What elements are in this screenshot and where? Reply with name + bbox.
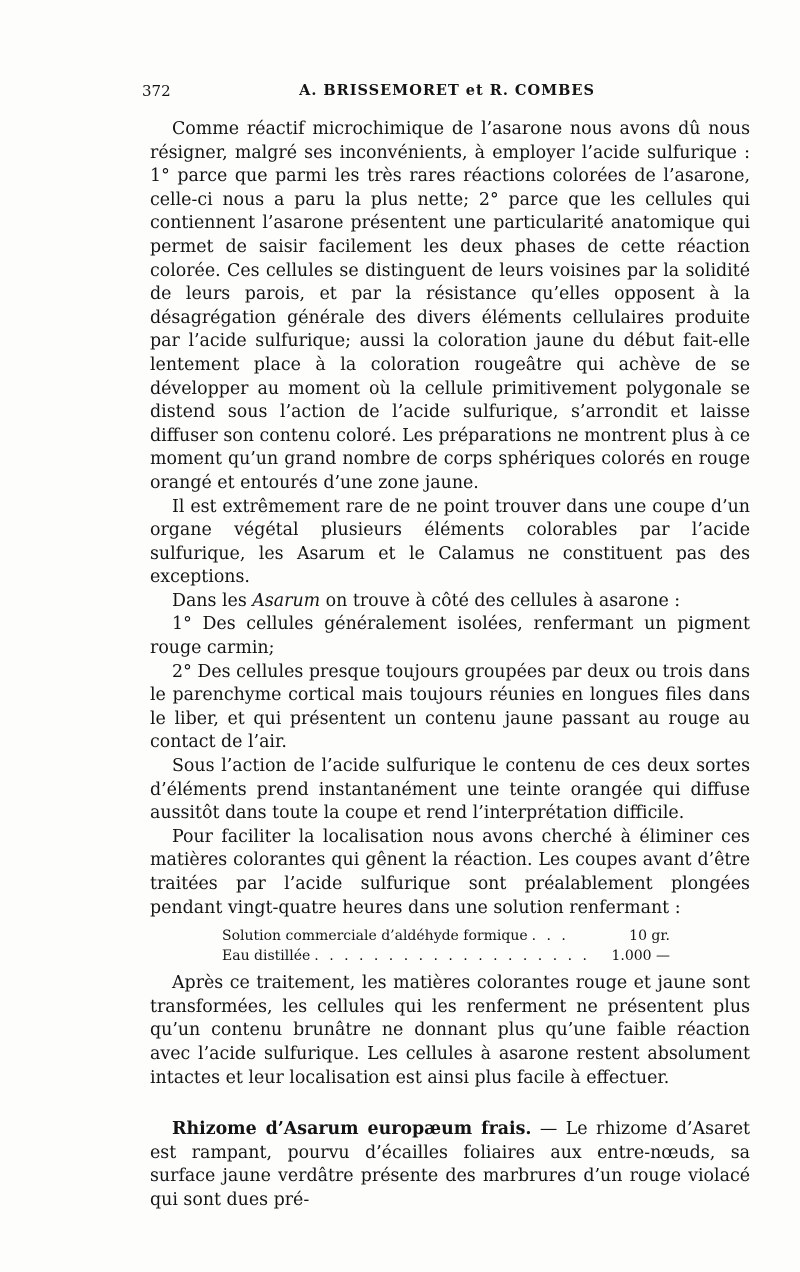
paragraph-colorable-elements: Il est extrêmement rare de ne point trouver dans une coupe d’un organe végétal plusieurs éléments colorables par l’acide sulfurique, les Asarum et le Calamus ne constituent pas des exceptions. <box>150 496 750 588</box>
section-heading: Rhizome d’Asarum europæum frais. <box>172 1119 532 1140</box>
leader-dots: . . . . . . . . . . . . . . . . . . . <box>314 948 590 965</box>
formula-ingredient: Solution commerciale d’aldéhyde formique <box>222 928 528 945</box>
paragraph-text: on trouve à côté des cellules à asarone : <box>325 590 681 611</box>
italic-genus-name: Asarum <box>252 590 321 611</box>
paragraph-asarum-cells-intro <box>150 590 750 614</box>
page-number: 372 <box>142 82 171 100</box>
paragraph-sulfuric-action: Sous l’action de l’acide sulfurique le contenu de ces deux sortes d’éléments prend instantanément une teinte orangée qui diffuse aussitôt dans toute la coupe et rend l’interprétation difficile. <box>150 756 750 824</box>
paragraph-localisation: Pour faciliter la localisation nous avons cherché à éliminer ces matières colorantes qui gênent la réaction. Les coupes avant d’être traitées par l’acide sulfurique sont préalablement plongées pendant vingt-quatre heures dans une solution renfermant : <box>150 826 750 918</box>
leader-dots: . . . <box>531 928 569 945</box>
em-dash: — <box>531 1119 566 1140</box>
formula-quantity: 10 gr. <box>629 928 670 945</box>
body-text <box>150 118 750 1213</box>
paragraph-text: Dans les <box>172 590 247 611</box>
paragraph-asarone-reagent: Comme réactif microchimique de l’asarone nous avons dû nous résigner, malgré ses inconvénients, à employer l’acide sulfurique : 1° parce que parmi les très rares réactions colorées de l’asarone, celle-ci nous a paru la plus nette; 2° parce que les cellules qui contiennent l’asarone présentent une particularité anatomique qui permet de saisir facilement les deux phases de cette réaction colorée. Ces cellules se distinguent de leurs voisines par la solidité de leurs parois, et par la résistance qu’elles opposent à la désagrégation générale des divers éléments cellulaires produite par l’acide sulfurique; aussi la coloration jaune du début fait-elle lentement place à la coloration rougeâtre qui achève de se développer au moment où la cellule primitivement polygonale se distend sous l’action de l’acide sulfurique, s’arrondit et laisse diffuser son contenu coloré. Les préparations ne montrent plus à ce moment qu’un grand nombre de corps sphériques colorés en rouge orangé et entourés d’une zone jaune. <box>150 119 750 493</box>
running-head: A. BRISSEMORET et R. COMBES <box>299 82 595 99</box>
paragraph-after-treatment: Après ce traitement, les matières colorantes rouge et jaune sont transformées, les cellules qui les renferment ne présentent plus qu’un contenu brunâtre ne donnant plus qu’une faible réaction avec l’acide sulfurique. Les cellules à asarone restent absolument intactes et leur localisation est ainsi plus facile à effectuer. <box>150 973 750 1088</box>
formula-table <box>150 926 750 966</box>
formula-ingredient: Eau distillée <box>222 948 311 965</box>
paragraph-text: Le rhizome d’Asaret est rampant, pourvu d’écailles foliaires aux entre-nœuds, sa surface jaune verdâtre présente des marbrures d’un rouge violacé qui sont dues pré- <box>150 1119 751 1210</box>
formula-row <box>222 926 670 946</box>
formula-row <box>222 946 670 966</box>
paragraph-rhizome-section <box>150 1118 750 1212</box>
formula-quantity: 1.000 — <box>611 948 670 965</box>
list-item-1: 1° Des cellules généralement isolées, renfermant un pigment rouge carmin; <box>150 614 750 659</box>
list-item-2: 2° Des cellules presque toujours groupées par deux ou trois dans le parenchyme cortical mais toujours réunies en longues files dans le liber, et qui présentent un contenu jaune passant au rouge au contact de l’air. <box>150 661 750 753</box>
page-header <box>142 82 752 104</box>
